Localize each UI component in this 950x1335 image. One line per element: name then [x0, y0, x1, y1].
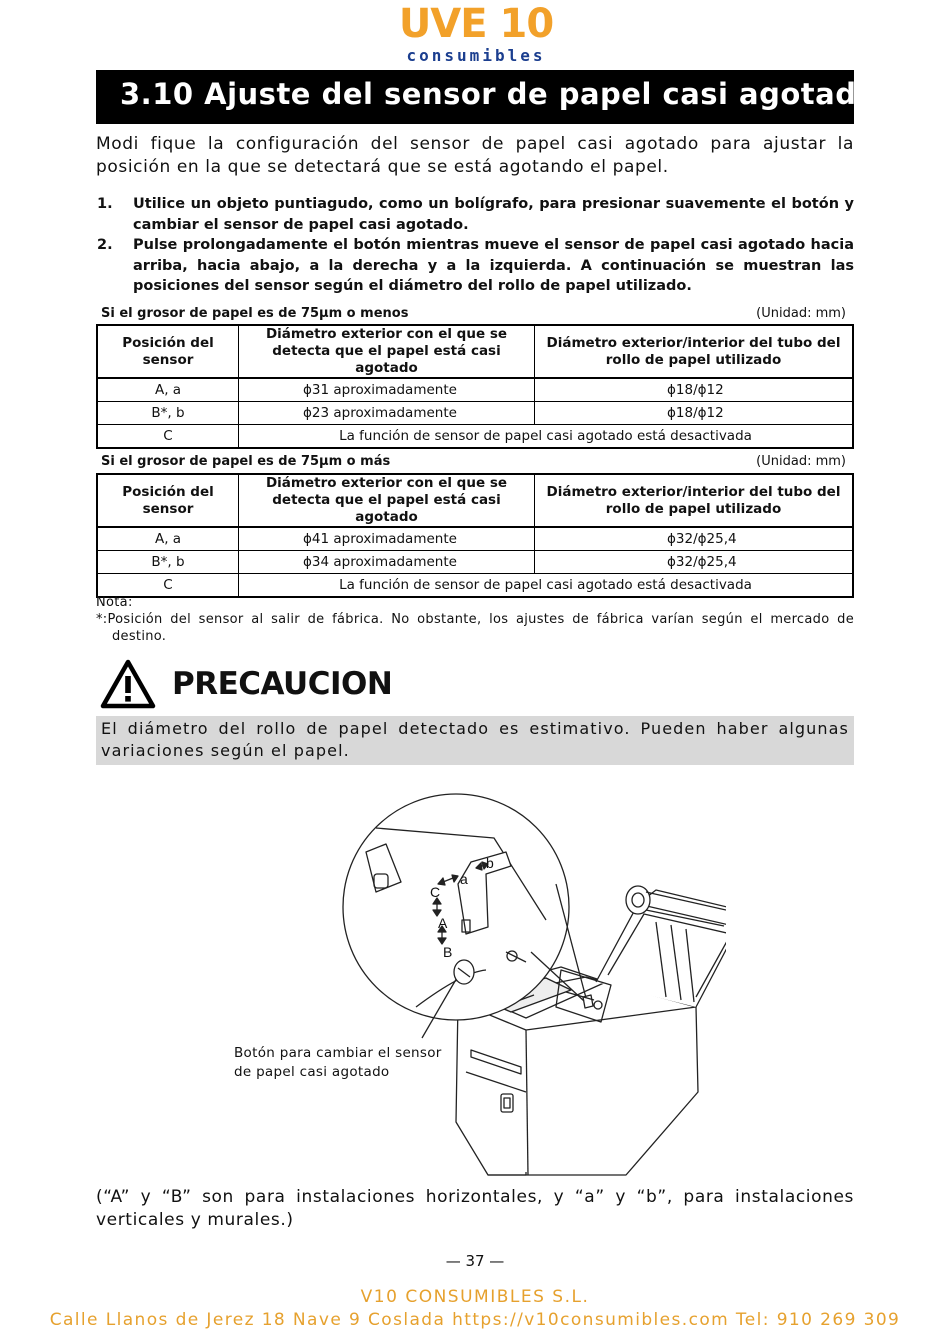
note-block — [96, 594, 854, 645]
table-cell: C — [97, 425, 239, 449]
table-caption — [96, 454, 854, 474]
caution-heading — [100, 659, 500, 711]
footer-company: V10 CONSUMIBLES S.L. — [360, 1287, 590, 1307]
note-label: Nota: — [96, 595, 133, 610]
table-cell: ϕ32/ϕ25,4 — [535, 527, 854, 551]
figure-letter-a-upper: A — [438, 915, 448, 931]
section-title: 3.10 Ajuste del sensor de papel casi agotado — [120, 77, 877, 111]
table-header: Diámetro exterior con el que se detecta que el papel está casi agotado — [239, 474, 535, 527]
caution-title: PRECAUCION — [172, 666, 393, 702]
sensor-table-thin — [96, 324, 854, 449]
company-logo — [388, 2, 564, 66]
table-cell: A, a — [97, 527, 239, 551]
table-caption-text: Si el grosor de papel es de 75µm o menos — [101, 306, 409, 321]
table-cell: ϕ41 aproximadamente — [239, 527, 535, 551]
table-cell: ϕ32/ϕ25,4 — [535, 551, 854, 574]
warning-triangle-icon — [100, 659, 156, 709]
table-caption — [96, 306, 854, 326]
table-caption-text: Si el grosor de papel es de 75µm o más — [101, 454, 391, 469]
table-row — [97, 378, 853, 402]
table-header: Posición del sensor — [97, 474, 239, 527]
figure-letter-b-lower: b — [486, 855, 494, 871]
table-header: Diámetro exterior/interior del tubo del rollo de papel utilizado — [535, 474, 854, 527]
table-cell: ϕ18/ϕ12 — [535, 402, 854, 425]
table-row — [97, 551, 853, 574]
step-number: 2. — [97, 237, 113, 253]
section-title-bar — [96, 70, 877, 124]
note-text: *:Posición del sensor al salir de fábrica. No obstante, los ajustes de fábrica varían según el mercado de destino. — [96, 612, 854, 644]
table-row — [97, 402, 853, 425]
installation-note: (“A” y “B” son para instalaciones horizontales, y “a” y “b”, para instalaciones verticales y murales.) — [96, 1187, 854, 1230]
caution-box — [96, 716, 854, 765]
figure-label-line: Botón para cambiar el sensor — [234, 1045, 442, 1061]
printer-illustration — [226, 792, 726, 1177]
step-item — [96, 235, 854, 297]
table-header: Posición del sensor — [97, 325, 239, 378]
steps-list — [96, 194, 854, 297]
table-cell: ϕ23 aproximadamente — [239, 402, 535, 425]
table-row — [97, 527, 853, 551]
table-cell: B*, b — [97, 551, 239, 574]
table-cell: A, a — [97, 378, 239, 402]
step-text: Utilice un objeto puntiagudo, como un bolígrafo, para presionar suavemente el botón y cambiar el sensor de papel casi agotado. — [133, 196, 854, 233]
page-number: — 37 — — [445, 1252, 505, 1270]
step-text: Pulse prolongadamente el botón mientras mueve el sensor de papel casi agotado hacia arriba, hacia abajo, a la derecha y a la izquierda. A continuación se muestran las posiciones del sensor según el diámetro del rollo de papel utilizado. — [133, 237, 854, 294]
figure-label-line: de papel casi agotado — [234, 1064, 390, 1080]
table-unit: (Unidad: mm) — [756, 454, 846, 469]
figure-letter-c: C — [430, 884, 441, 900]
table-header: Diámetro exterior/interior del tubo del rollo de papel utilizado — [535, 325, 854, 378]
intro-paragraph: Modi fique la configuración del sensor de papel casi agotado para ajustar la posición en la que se detectará que se está agotando el papel. — [96, 134, 854, 177]
step-item — [96, 194, 854, 235]
table-header: Diámetro exterior con el que se detecta que el papel está casi agotado — [239, 325, 535, 378]
logo-brand: UVE 10 — [398, 1, 554, 47]
figure-label — [234, 1044, 442, 1082]
table-cell: C — [97, 574, 239, 598]
sensor-table-thick — [96, 473, 854, 598]
table-cell: La función de sensor de papel casi agotado está desactivada — [239, 574, 854, 598]
footer-address: Calle Llanos de Jerez 18 Nave 9 Coslada https://v10consumibles.com Tel: 910 269 309 — [49, 1310, 901, 1330]
figure-letter-a-lower: a — [460, 871, 468, 887]
table-unit: (Unidad: mm) — [756, 306, 846, 321]
table-cell: ϕ18/ϕ12 — [535, 378, 854, 402]
table-cell: ϕ34 aproximadamente — [239, 551, 535, 574]
table-cell: La función de sensor de papel casi agotado está desactivada — [239, 425, 854, 449]
logo-tagline: consumibles — [406, 46, 546, 65]
caution-text: El diámetro del rollo de papel detectado es estimativo. Pueden haber algunas variaciones según el papel. — [101, 719, 849, 760]
table-cell: ϕ31 aproximadamente — [239, 378, 535, 402]
step-number: 1. — [97, 196, 113, 212]
table-cell: B*, b — [97, 402, 239, 425]
figure-letter-b-upper: B — [443, 944, 453, 960]
table-row — [97, 425, 853, 449]
